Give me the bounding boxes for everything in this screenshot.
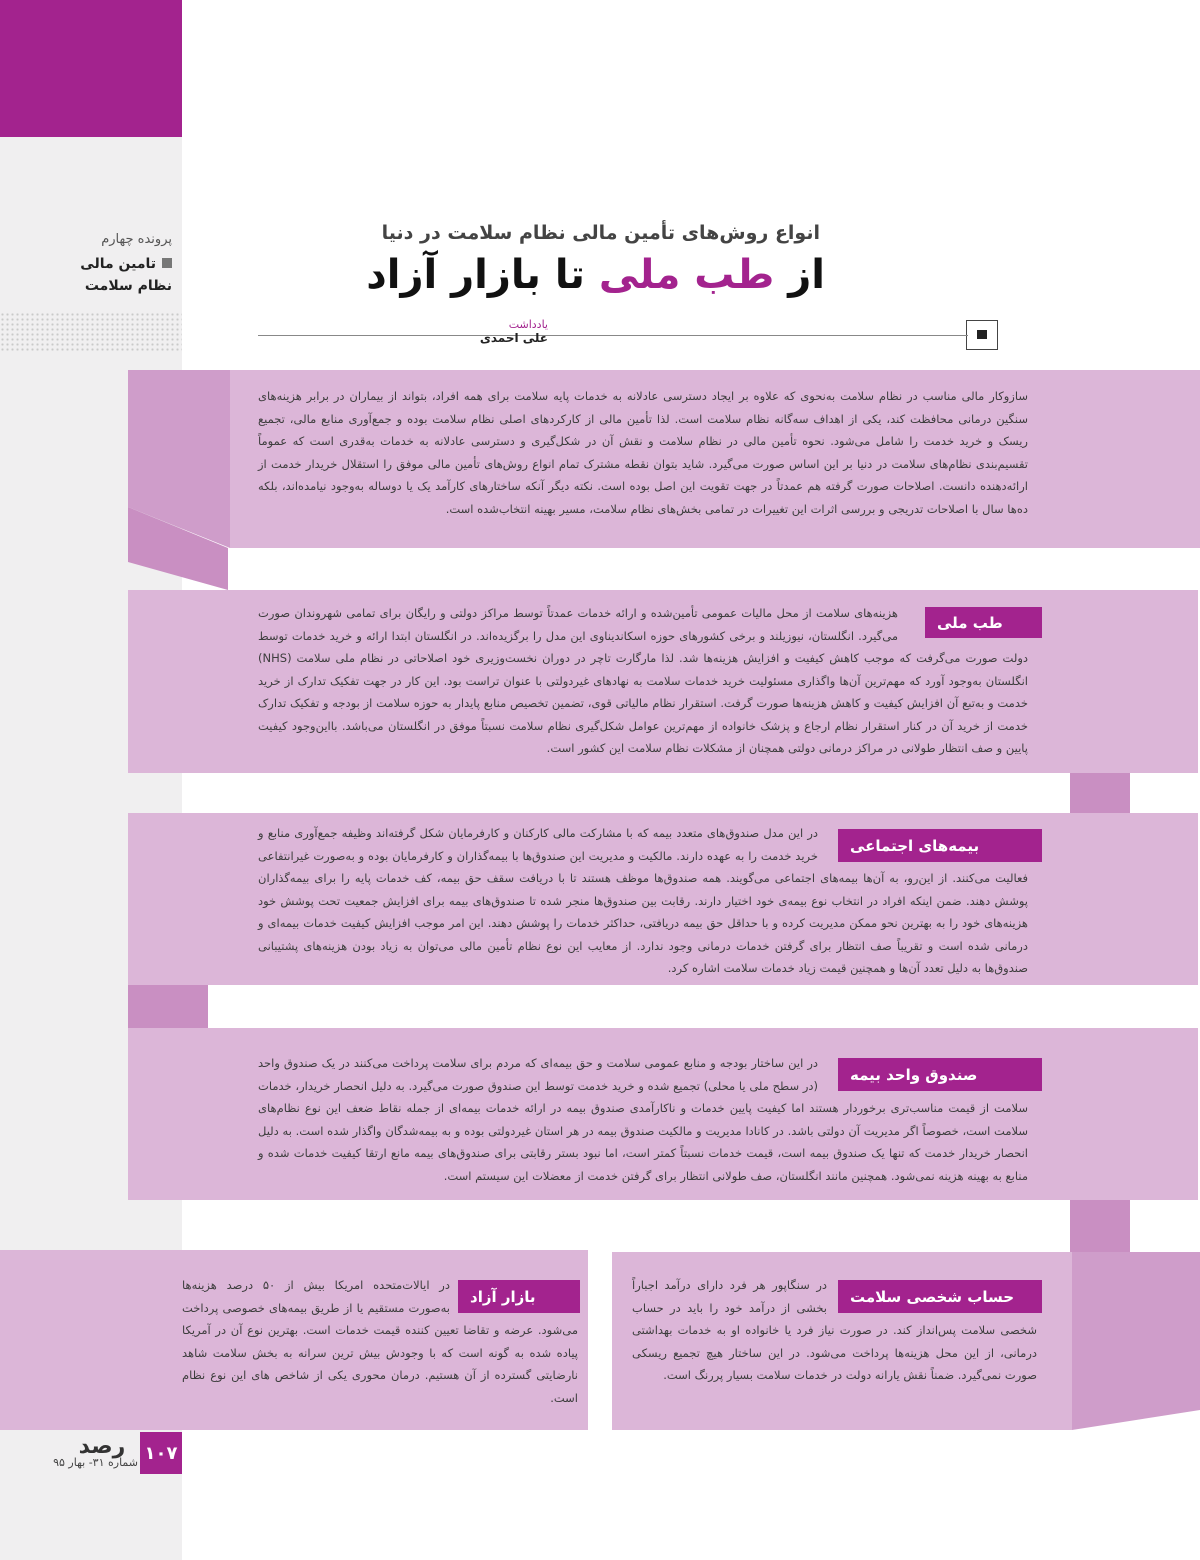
section-text-single-payer [258,1052,1028,1187]
section-label-social-insurance: بیمه‌های اجتماعی [838,829,1042,862]
section-body-health-savings: در سنگاپور هر فرد دارای درآمد اجباراً بخشی از درآمد خود را باید در حساب شخصی سلامت پس‌انداز کند. در صورت نیاز فرد یا خانواده او به خدمات بهداشتی درمانی، از این محل هزینه‌ها پرداخت می‌شود. در این ساختار هیچ تجمیع ریسکی صورت نمی‌گیرد. ضمناً نقش یارانه دولت در خدمات سلامت بسیار پررنگ است. [632,1278,1037,1382]
kicker: انواع روش‌های تأمین مالی نظام سلامت در دنیا [381,222,820,244]
headline-part-2: تا بازار آزاد [366,252,599,298]
section-body-national-health: هزینه‌های سلامت از محل مالیات عمومی تأمین‌شده و ارائه خدمات عمدتاً توسط مراکز دولتی و رایگان برای تمامی شهروندان صورت می‌گیرد. انگلستان، نیوزیلند و برخی کشورهای حوزه اسکاندیناوی این مدل را برگزیده‌اند. در انگلستان ابتدا ارائه و خرید خدمات توسط دولت صورت می‌گرفت که موجب کاهش کیفیت و افزایش هزینه‌ها شد. لذا مارگارت تاچر در دوران نخست‌وزیری خود اصلاحاتی در نظام ملی سلامت (NHS) انگلستان به‌وجود آورد که مهم‌ترین آن‌ها واگذاری مسئولیت خرید خدمات سلامت به نهادهای غیردولتی با عنوان تراست بود. این کار در جهت تفکیک تدارک از خرید خدمت و به‌تبع آن افزایش کیفیت و کاهش هزینه‌ها صورت گرفت. استقرار نظام مالیاتی قوی، تضمین تخصیص منابع پایدار به حوزه سلامت از بودجه و تفکیک تدارک خدمت از خرید آن در کنار استقرار نظام ارجاع و پزشک خانواده از مهم‌ترین عوامل شکل‌گیری نظام سلامت نسبتاً موفق در انگلستان می‌باشد. بااین‌وجود کیفیت پایین و صف انتظار طولانی در مراکز درمانی دولتی همچنان از مشکلات نظام سلامت این کشور است. [258,606,1028,755]
intro-paragraph: سازوکار مالی مناسب در نظام سلامت به‌نحوی که علاوه بر ایجاد دسترسی عادلانه به خدمات پایه سلامت برای همه افراد، بتواند از بیماران در برابر هزینه‌های سنگین درمانی محافظت کند، یکی از اهداف سه‌گانه نظام سلامت است. لذا تأمین مالی از کارکردهای اصلی نظام سلامت بوده و جمع‌آوری منابع مالی، تجمیع ریسک و خرید خدمت را شامل می‌شود. نحوه تأمین مالی در نظام سلامت و نقش آن در شکل‌گیری و دسترسی عادلانه به خدمات به‌قدری است که عموماً تقسیم‌بندی نظام‌های سلامت در دنیا بر این اساس صورت می‌گیرد. شاید بتوان نقطه مشترک تمام انواع روش‌های تأمین مالی موفق را استقلال خریدار خدمت از ارائه‌دهنده دانست. اصلاحات صورت گرفته هم عمدتاً در جهت تقویت این اصل بوده است. نکته دیگر آنکه ساختارهای کارآمد یک یا دوساله به‌وجود نیامده‌اند، بلکه ده‌ها سال با اصلاحات تدریجی و بررسی اثرات این تغییرات در تمامی بخش‌های نظام سلامت، مسیر بهینه انتخاب‌شده است. [258,389,1028,516]
author-name: علی احمدی [479,331,548,345]
section-body-free-market: در ایالات‌متحده امریکا بیش از ۵۰ درصد هزینه‌ها به‌صورت مستقیم یا از طریق بیمه‌های خصوصی پرداخت می‌شود. عرضه و تقاضا تعیین کننده قیمت خدمات است. بهترین نوع آن در آمریکا پیاده شده به گونه است که با وجودش بیش ترین سرانه به بخش سلامت شاهد نارضایتی گسترده از آن هستیم. درمان محوری یکی از شاخص های این نوع نظام است. [182,1278,578,1405]
section-label-single-payer: صندوق واحد بیمه [838,1058,1042,1091]
article-type: یادداشت [508,318,548,331]
section-text-national-health [258,602,1028,760]
section-text-social-insurance [258,822,1028,980]
dossier-label: پرونده چهارم [101,232,172,247]
topic-line-1: تامین مالی [80,256,156,272]
topic-line-2: نظام سلامت [84,278,172,294]
page-number: ۱۰۷ [140,1432,182,1474]
section-label-health-savings: حساب شخصی سلامت [838,1280,1042,1313]
section-label-national-health: طب ملی [925,607,1042,638]
issue-label: شماره ۳۱- بهار ۹۵ [53,1456,138,1469]
section-text-free-market [182,1274,578,1409]
section-body-social-insurance: در این مدل صندوق‌های متعدد بیمه که با مشارکت مالی کارکنان و کارفرمایان شکل گرفته‌اند وظیفه جمع‌آوری منابع و خرید خدمت را به عهده دارند. مالکیت و مدیریت این صندوق‌ها با بیمه‌گذاران و کارفرمایان بوده و به‌صورت غیرانتفاعی فعالیت می‌کنند. از این‌رو، به آن‌ها بیمه‌های اجتماعی می‌گویند. همه صندوق‌ها موظف هستند تا با دریافت سقف حق بیمه، کف خدمات پایه را برای بیمه‌گذاران پوشش دهند. ضمن اینکه افراد در انتخاب نوع بیمه‌ی خود اختیار دارند. رقابت بین صندوق‌ها منجر شده تا صندوق‌های بیمه برای افزایش جمعیت تحت پوشش خود هزینه‌های خود را به بهترین نحو ممکن مدیریت کرده و با حداقل حق بیمه دریافتی، حداکثر خدمات را پوشش دهند. این امر موجب افزایش کیفیت خدمات بیمه‌ای و درمانی شده است و تقریباً صف انتظار برای گرفتن خدمات درمانی وجود ندارد. از معایب این نوع نظام تأمین مالی می‌توان به زیاد بودن هزینه‌های پشتیبانی صندوق‌ها به دلیل تعدد آن‌ها و همچنین قیمت زیاد خدمات سلامت اشاره کرد. [258,826,1028,975]
headline-part-1: از [774,252,825,298]
magazine-logo: رصد [78,1434,126,1459]
section-text-health-savings [632,1274,1037,1387]
section-body-single-payer: در این ساختار بودجه و منابع عمومی سلامت و حق بیمه‌ای که مردم برای سلامت پرداخت می‌کنند در یک صندوق واحد (در سطح ملی یا محلی) تجمیع شده و خرید خدمت توسط این صندوق صورت می‌گیرد. به دلیل انحصار خریدار، خدمات سلامت از قیمت مناسب‌تری برخوردار هستند اما کیفیت پایین خدمات و ناکارآمدی صندوق بیمه در ارائه خدمات بیمه‌ای از جمله نقاط ضعف این نوع نظام‌های سلامت است، خصوصاً اگر مدیریت آن دولتی باشد. در کانادا مدیریت و مالکیت صندوق بیمه در هر استان غیردولتی بوده و به بیمه‌شدگان واگذار شده است. به دلیل انحصار خریدار خدمت که تنها یک صندوق بیمه است، قیمت خدمات نسبتاً کمتر است، اما نبود بستر رقابتی برای صندوق‌های بیمه مانع ارتقا کیفیت خدمات شده و منابع به‌ بهینه هزینه نمی‌شود. همچنین مانند انگلستان، صف طولانی انتظار برای گرفتن خدمت از معضلات این سیستم است. [258,1056,1028,1183]
headline-highlight: طب ملی [598,252,775,298]
section-label-free-market: بازار آزاد [458,1280,580,1313]
